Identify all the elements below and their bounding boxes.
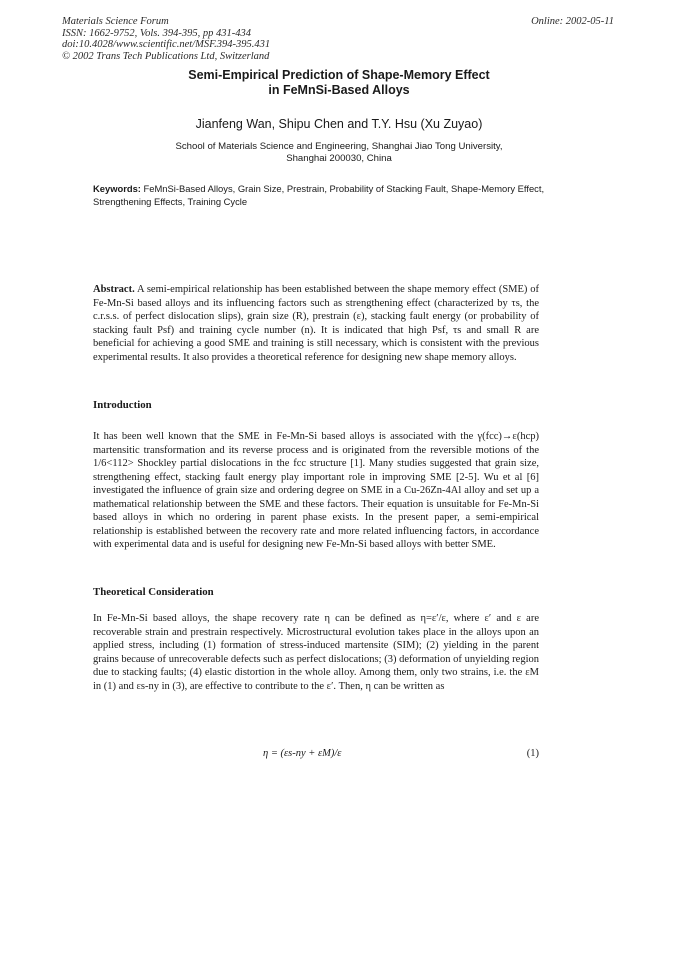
introduction-text: It has been well known that the SME in Fe-Mn-Si based alloys is associated with the γ(fcc)→ε(hcp) martensitic transformation and its reverse process and is originated from the reversible motions of the 1/6<112> Shockley partial dislocations in the fcc structure [1]. Many studies suggested that grain size, strengthening effect, stacking fault energy play important role in improving SME [2-5]. Wu et al [6] investigated the influence of grain size and ordering degree on SME in a Cu-26Zn-4Al alloy and set up a mathematical relationship between the SME and these factors. Their equation is unsuitable for Fe-Mn-Si based alloys in which no ordering in parent phase exists. In the present paper, a semi-empirical relationship is established between the recovery rate and more related influencing factors, in accordance with experimental data and is useful for designing new Fe-Mn-Si based alloys with better SME.: [93, 431, 539, 550]
equation-number: (1): [526, 748, 539, 759]
keywords-label: Keywords:: [93, 183, 141, 194]
doi-line: doi:10.4028/www.scientific.net/MSF.394-395.431: [62, 39, 271, 50]
affiliation: [0, 141, 678, 165]
theory-heading: Theoretical Consideration: [93, 586, 214, 598]
introduction-heading: Introduction: [93, 399, 152, 411]
affiliation-line-2: Shanghai 200030, China: [286, 153, 392, 164]
copyright-line: © 2002 Trans Tech Publications Ltd, Switzerland: [62, 50, 270, 62]
abstract-label: Abstract.: [93, 284, 135, 295]
paper-title: [0, 68, 678, 98]
journal-name: Materials Science Forum: [62, 16, 169, 27]
keywords: [93, 183, 593, 208]
abstract: [93, 283, 539, 364]
theory-text: In Fe-Mn-Si based alloys, the shape recovery rate η can be defined as η=ε′/ε, where ε′ and ε are recoverable strain and prestrain respectively. Microstructural evolution takes place in the alloys upon an applied stress, including (1) formation of stress-induced martensite (SIM); (2) yielding in the parent grains because of unrecoverable defects such as perfect dislocations; (3) deformation of unyielding region due to stacking faults; (4) elastic distortion in the whole alloy. Among them, only two strains, i.e. the εM in (1) and εs-ny in (3), are effective to contribute to the ε′. Then, η can be written as: [93, 613, 539, 692]
affiliation-line-1: School of Materials Science and Engineering, Shanghai Jiao Tong University,: [175, 141, 503, 152]
abstract-text: A semi-empirical relationship has been established between the shape memory effect (SME) of Fe-Mn-Si based alloys and its influencing factors such as strengthening effect (characterized by τs, the c.r.s.s. of perfect dislocation slips), grain size (R), prestrain (ε), stacking fault energy (or probability of stacking fault Psf) and training cycle number (n). It is indicated that high Psf, τs and small R are beneficial for achieving a good SME and training is still necessary, which is consistent with the previous experimental results. It also provides a theoretical reference for designing new shape memory alloys.: [93, 284, 540, 363]
equation-expression: η = (εs-ny + εM)/ε: [263, 748, 342, 759]
title-line-1: Semi-Empirical Prediction of Shape-Memory Effect: [188, 68, 490, 82]
journal-header: [62, 16, 270, 62]
issn-line: ISSN: 1662-9752, Vols. 394-395, pp 431-434: [62, 27, 251, 39]
keywords-text: FeMnSi-Based Alloys, Grain Size, Prestrain, Probability of Stacking Fault, Shape-Memory Effect, Strengthening Effects, Training Cycle: [93, 183, 545, 207]
online-date: Online: 2002-05-11: [531, 16, 614, 27]
title-line-2: in FeMnSi-Based Alloys: [268, 83, 410, 97]
authors: Jianfeng Wan, Shipu Chen and T.Y. Hsu (Xu Zuyao): [195, 117, 483, 131]
